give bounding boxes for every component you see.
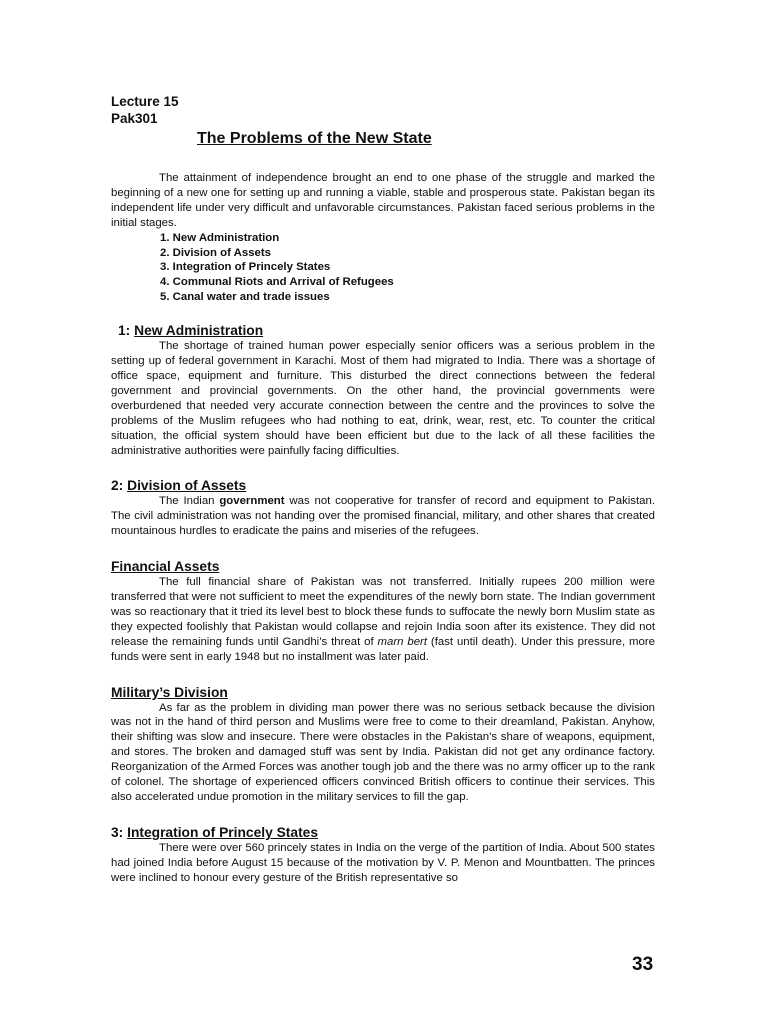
princely-states-paragraph: There were over 560 princely states in India on the verge of the partition of India. About 500 states had joined India before August 15 because of the motivation by V. P. Menon and Mountbatten. The princes were inclined to honour every gesture of the British representative so	[111, 841, 655, 884]
section-heading-financial-assets	[111, 558, 655, 575]
section-title: Military’s Division	[111, 684, 228, 700]
list-item: 4. Communal Riots and Arrival of Refugees	[160, 276, 394, 289]
section-title: New Administration	[134, 323, 264, 339]
problems-list	[111, 231, 655, 306]
bold-term: government	[219, 495, 285, 508]
section-heading-new-administration	[111, 322, 655, 339]
list-item: 5. Canal water and trade issues	[160, 291, 330, 304]
page-title: The Problems of the New State	[197, 130, 432, 147]
text-run: was not cooperative for transfer of record and equipment to Pakistan. The civil administration was not handing over the promised financial, military, and other shares that created mountainous hurdles to eradicate the pains and miseries of the refugees.	[111, 495, 655, 538]
section-title: Division of Assets	[127, 478, 247, 494]
section-heading-division-of-assets	[111, 477, 655, 494]
section-title: Financial Assets	[111, 559, 220, 575]
text-run: (fast until death). Under this pressure, more funds were sent in early 1948 but no installment was later paid.	[111, 635, 655, 663]
section-title: Integration of Princely States	[127, 824, 319, 840]
page-number: 33	[632, 954, 654, 975]
text-run: The full financial share of Pakistan was not transferred. Initially rupees 200 million were transferred that were not sufficient to meet the expenditures of the newly born state. The Indian government was so reactionary that it tried its level best to block these funds to suffocate the newly born Muslim state as they expected foolishly that Pakistan would collapse and rejoin India soon after its existence. They did not release the remaining funds until Gandhi’s threat of	[111, 576, 655, 648]
military-division-paragraph: As far as the problem in dividing man power there was no serious setback because the division was not in the hand of third person and Muslims were free to come to their dreamland, Pakistan. Anyhow, their shifting was slow and insecure. There were obstacles in the Pakistan’s share of weapons, equipment, and stores. The broken and damaged stuff was sent by India. Pakistan did not get any ordinance factory. Reorganization of the Armed Forces was another tough job and the there was no army officer up to the rank of colonel. The shortage of experienced officers convinced British officers to continue their services. This also accelerated undue promotion in the military services to fill the gap.	[111, 701, 655, 803]
list-item: 3. Integration of Princely States	[160, 261, 331, 274]
italic-term: marn bert	[377, 635, 428, 648]
intro-paragraph: The attainment of independence brought an end to one phase of the struggle and marked the beginning of a new one for setting up and running a viable, stable and prosperous state. Pakistan began its independent life under very difficult and unfavorable circumstances. Pakistan faced serious problems in the initial stages.	[111, 172, 655, 229]
new-administration-paragraph: The shortage of trained human power especially senior officers was a serious problem in the setting up of federal government in Karachi. Most of them had migrated to India. There was a shortage of office space, equipment and furniture. This disturbed the direct connections between the federal government and provincial governments. On the other hand, the provincial governments were overburdened that needed very accurate connection between the centre and the provinces to solve the problems of the Muslim refugees who had nothing to eat, drink, wear, rest, etc. To counter the critical situation, the official system should have been efficient but due to the lack of all these facilities the administrative authorities were painfully facing difficulties.	[111, 340, 655, 457]
list-item: 1. New Administration	[160, 231, 280, 244]
section-number: 1:	[118, 323, 135, 339]
list-item: 2. Division of Assets	[160, 246, 271, 259]
text-run: The Indian	[159, 495, 220, 508]
section-heading-military-division	[111, 684, 655, 701]
course-code: Pak301	[111, 111, 158, 126]
division-of-assets-paragraph	[111, 494, 655, 539]
section-number: 2:	[111, 478, 128, 494]
financial-assets-paragraph	[111, 575, 655, 664]
page-content	[111, 93, 655, 886]
section-number: 3:	[111, 824, 128, 840]
lecture-number: Lecture 15	[111, 94, 179, 109]
section-heading-princely-states	[111, 824, 655, 841]
